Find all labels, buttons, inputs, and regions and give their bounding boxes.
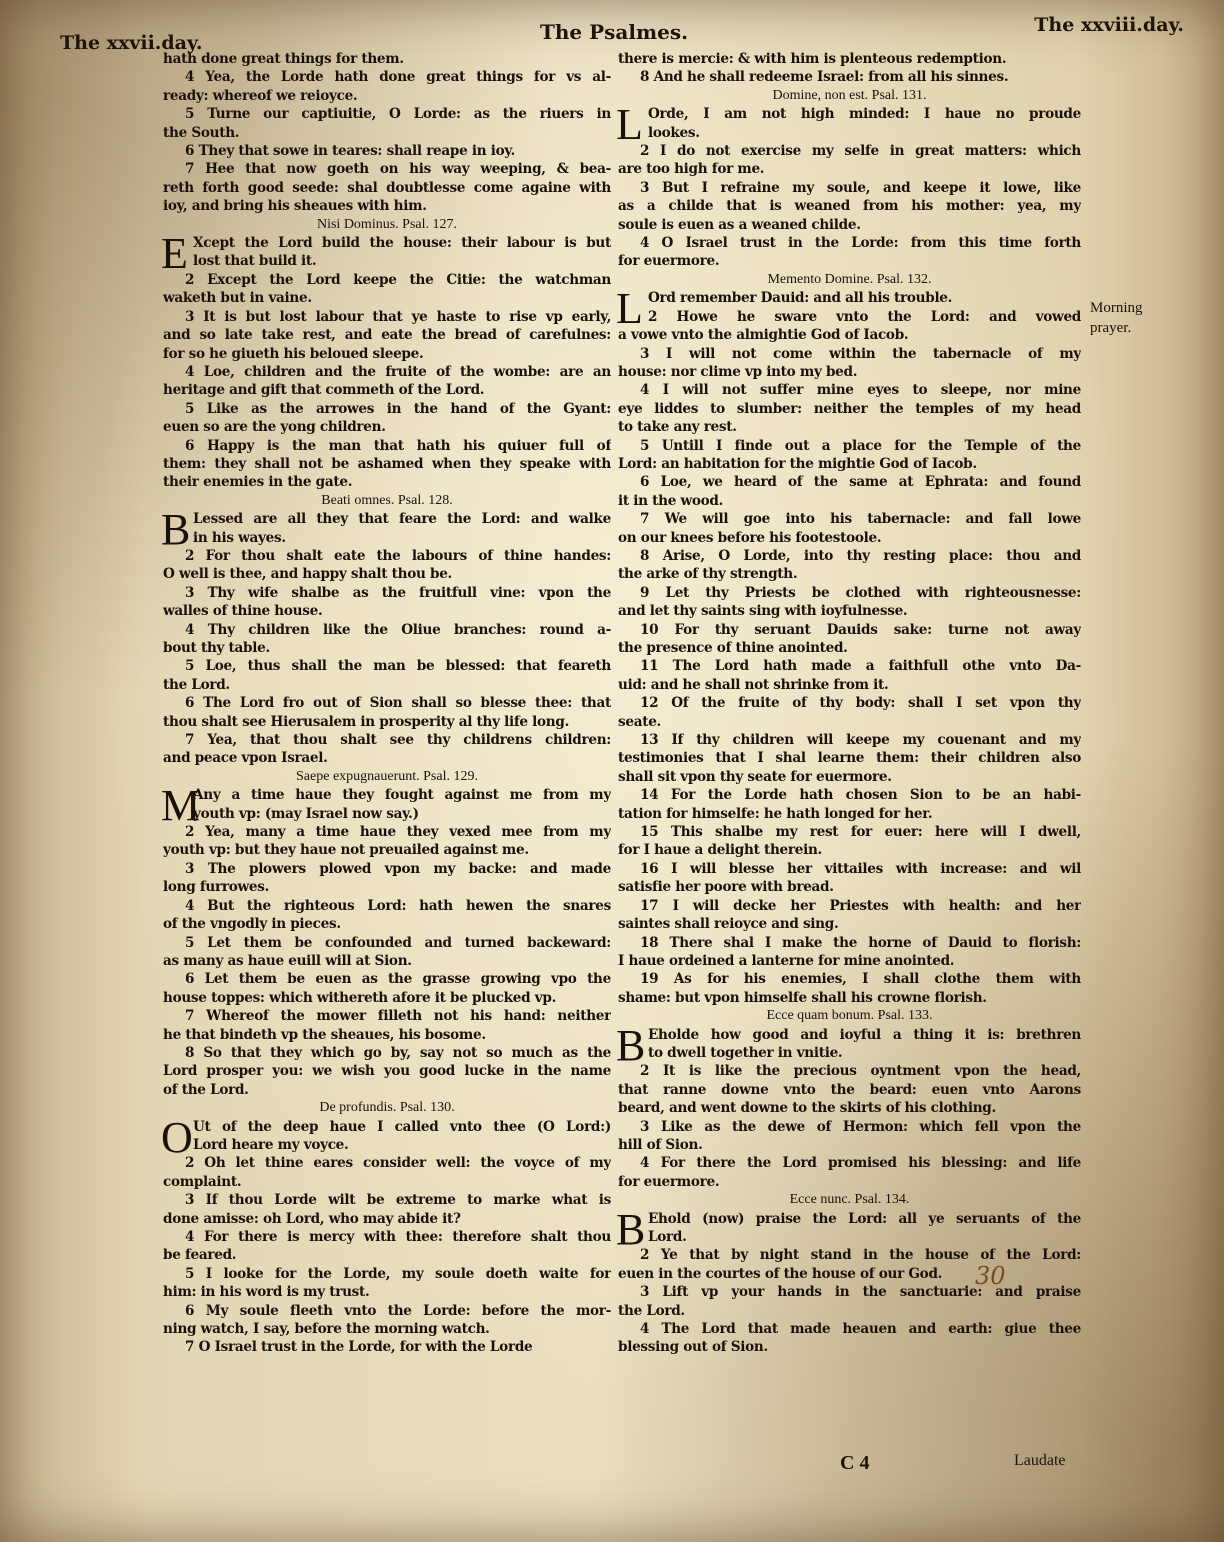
text-line: 2 For thou shalt eate the labours of thine handes: [185,547,611,564]
text-line: 5 Turne our captiuitie, O Lorde: as the riuers in [185,106,611,123]
psalm-title: Beati omnes. Psal. 128. [321,492,453,508]
text-line: on our knees before his footestoole. [618,529,882,546]
text-line: 7 We will goe into his tabernacle: and fall lowe [640,511,1081,528]
text-line: 4 O Israel trust in the Lorde: from this time forth [640,235,1081,252]
text-line: blessing out of Sion. [618,1339,768,1356]
margin-note [1090,298,1143,338]
text-line: in his wayes. [193,529,286,546]
text-line: hill of Sion. [618,1136,703,1153]
text-line: ready: whereof we reioyce. [163,87,358,104]
text-line: 5 I looke for the Lorde, my soule doeth waite for [185,1265,611,1282]
text-line: 4 Thy children like the Oliue branches: round a- [185,621,611,638]
text-line: the arke of thy strength. [618,566,798,583]
psalm-title: Ecce nunc. Psal. 134. [789,1192,910,1208]
drop-capital: M [161,781,200,831]
text-line: 8 Arise, O Lorde, into thy resting place: thou and [640,547,1081,564]
text-line: there is mercie: & with him is plenteous redemption. [618,51,1007,67]
text-line: 4 For there is mercy with thee: therefore shalt thou [185,1229,611,1245]
text-line: testimonies that I shal learne them: their children also [618,750,1081,767]
text-line: 5 Let them be confounded and turned backeward: [185,934,611,951]
text-line: 7 Yea, that thou shalt see thy childrens children: [185,732,611,749]
text-line: as many as haue euill will at Sion. [163,952,412,969]
signature-mark: C 4 [840,1452,870,1474]
text-line: 2 Oh let thine eares consider well: the voyce of my [185,1155,611,1172]
text-line: complaint. [163,1173,242,1190]
text-line: Lord: an habitation for the mightie God of Iacob. [618,455,977,472]
text-line: 2 It is like the precious oyntment vpon the head, [640,1063,1081,1080]
text-line: saintes shall reioyce and sing. [618,916,839,933]
text-line: 7 Whereof the mower filleth not his hand: neither [185,1008,611,1025]
psalm-section [618,50,1081,87]
text-line: be feared. [163,1247,237,1264]
text-line: 2 Ye that by night stand in the house of the Lord: [640,1247,1081,1264]
psalm-section [163,216,611,492]
drop-capital: B [161,505,191,555]
text-line: 2 I do not exercise my selfe in great matters: which [640,143,1081,160]
text-line: bout thy table. [163,640,270,656]
drop-capital: O [161,1112,193,1162]
text-line: 15 This shalbe my rest for euer: here will I dwell, [640,824,1081,841]
psalm-title: Saepe expugnauerunt. Psal. 129. [296,768,478,784]
drop-capital: L [616,100,643,150]
text-line: are too high for me. [618,161,765,178]
header-title: The Psalmes. [540,20,689,44]
text-line: shall sit vpon thy seate for euermore. [618,768,892,785]
text-line: Ut of the deep haue I called vnto thee (O Lord:) [193,1118,611,1135]
text-line: 6 Let them be euen as the grasse growing vpo the [185,971,611,988]
text-line: youth vp: (may Israel now say.) [193,805,419,822]
text-line: 5 Loe, thus shall the man be blessed: that feareth [185,658,611,675]
text-line: 6 Happy is the man that hath his quiuer full of [185,437,611,454]
text-line: Lord prosper you: we wish you good lucke in the name [163,1063,611,1080]
text-line: 8 And he shall redeeme Israel: from all his sinnes. [640,69,1009,86]
text-line: 3 Thy wife shalbe as the fruitfull vine: vpon the [185,584,611,601]
psalm-section [163,768,611,1099]
text-line: the South. [163,124,240,141]
text-line: 7 O Israel trust in the Lorde, for with the Lorde [185,1339,533,1356]
text-line: the Lord. [618,1302,685,1319]
psalm-title: Nisi Dominus. Psal. 127. [316,216,457,232]
text-line: of the vngodly in pieces. [163,916,341,933]
text-line: lookes. [648,124,700,141]
text-line: 3 I will not come within the tabernacle of my [640,345,1081,362]
text-line: as a childe that is weaned from his mother: yea, my [618,198,1081,215]
text-line: Any a time haue they fought against me from my [193,787,611,804]
text-line: to dwell together in vnitie. [648,1044,843,1061]
drop-capital: B [616,1020,646,1070]
text-line: satisfie her poore with bread. [618,879,834,896]
text-line: 13 If thy children will keepe my couenant and my [640,732,1081,749]
text-line: 4 For there the Lord promised his blessing: and life [640,1155,1081,1172]
text-line: 3 Lift vp your hands in the sanctuarie: and praise [640,1284,1081,1301]
text-line: 3 Like as the dewe of Hermon: which fell vpon the [640,1118,1081,1135]
text-line: long furrowes. [163,879,270,896]
text-line: 8 So that they which go by, say not so much as the [185,1044,611,1061]
text-line: 4 Yea, the Lorde hath done great things for vs al- [185,69,611,86]
right-text-column [618,50,1081,1357]
text-line: waketh but in vaine. [163,290,312,307]
text-line: he that bindeth vp the sheaues, his bosome. [163,1026,486,1043]
psalm-section [618,87,1081,271]
text-line: eye liddes to slumber: neither the temples of my head [618,400,1081,417]
text-line: 9 Let thy Priests be clothed with righteousnesse: [640,584,1081,601]
margin-note-line: Morning [1090,300,1143,316]
text-line: 7 Hee that now goeth on his way weeping, & bea- [185,161,611,178]
text-line: and peace vpon Israel. [163,750,328,767]
text-line: lost that build it. [193,253,317,270]
text-line: done amisse: oh Lord, who may abide it? [163,1210,461,1227]
left-text-column [163,50,611,1357]
text-line: seate. [618,713,661,730]
text-line: 12 Of the fruite of thy body: shall I set vpon thy [640,695,1081,712]
text-line: 3 The plowers plowed vpon my backe: and made [185,860,611,877]
psalm-title: Ecce quam bonum. Psal. 133. [766,1008,933,1024]
text-line: 4 I will not suffer mine eyes to sleepe, nor mine [640,382,1081,399]
text-line: 11 The Lord hath made a faithfull othe vnto Da- [640,658,1081,675]
text-line: 6 The Lord fro out of Sion shall so blesse thee: that [185,695,611,712]
text-line: tation for himselfe: he hath longed for her. [618,805,933,822]
text-line: 2 Yea, many a time haue they vexed mee from my [185,824,611,841]
text-line: it in the wood. [618,492,724,509]
text-line: Ehold (now) praise the Lord: all ye seruants of the [648,1210,1081,1227]
text-line: for I haue a delight therein. [618,842,822,859]
text-line: 14 For the Lorde hath chosen Sion to be an habi- [640,787,1081,804]
text-line: I haue ordeined a lanterne for mine anointed. [618,952,955,969]
text-line: for euermore. [618,1173,720,1190]
text-line: their enemies in the gate. [163,474,353,491]
text-line: Ord remember Dauid: and all his trouble. [648,290,953,307]
text-line: shame: but vpon himselfe shall his crowne florish. [618,989,987,1006]
text-line: house: nor clime vp into my bed. [618,363,858,380]
text-line: O well is thee, and happy shalt thou be. [163,566,452,583]
text-line: reth forth good seede: shal doubtlesse come againe with [163,179,611,196]
psalm-section [163,50,611,216]
psalm-section [618,1007,1081,1191]
text-line: heritage and gift that commeth of the Lord. [163,382,485,399]
text-line: 2 Except the Lord keepe the Citie: the watchman [185,271,611,288]
text-line: beard, and went downe to the skirts of his clothing. [618,1100,996,1117]
text-line: them: they shall not be ashamed when they speake with [163,455,611,472]
catchword: Laudate [1014,1452,1066,1469]
text-line: 6 Loe, we heard of the same at Ephrata: and found [640,474,1081,491]
text-line: 6 My soule fleeth vnto the Lorde: before the mor- [185,1302,611,1319]
text-line: a vowe vnto the almightie God of Iacob. [618,327,909,344]
text-line: for euermore. [618,253,720,270]
psalm-section [618,271,1081,1007]
drop-capital: B [616,1204,646,1254]
text-line: 5 Like as the arrowes in the hand of the Gyant: [185,400,611,417]
text-line: and so late take rest, and eate the bread of carefulnes: [163,327,611,344]
text-line: house toppes: which withereth afore it be plucked vp. [163,989,557,1006]
text-line: 5 Untill I finde out a place for the Temple of the [640,437,1081,454]
text-line: 3 But I refraine my soule, and keepe it lowe, like [640,179,1081,196]
text-line: and let thy saints sing with ioyfulnesse. [618,603,908,620]
text-line: to take any rest. [618,419,737,436]
text-line: him: in his word is my trust. [163,1284,370,1301]
running-header [60,10,1184,54]
psalm-title: Memento Domine. Psal. 132. [767,271,932,287]
text-line: 4 Loe, children and the fruite of the wombe: are an [185,363,611,380]
text-line: that ranne downe vnto the beard: euen vnto Aarons [618,1081,1081,1098]
text-line: 17 I will decke her Priestes with health: and her [640,897,1081,914]
text-line: 4 The Lord that made heauen and earth: giue thee [640,1321,1081,1338]
text-line: uid: and he shall not shrinke from it. [618,676,889,693]
text-line: 16 I will blesse her vittailes with increase: and wil [640,860,1081,877]
text-line: Lord. [648,1229,687,1245]
text-line: Eholde how good and ioyful a thing it is: brethren [648,1026,1081,1043]
text-line: for so he giueth his beloued sleepe. [163,345,424,362]
header-right-day: The xxviii.day. [1034,14,1184,36]
text-line: 3 It is but lost labour that ye haste to rise vp early, [185,308,611,325]
text-line: the presence of thine anointed. [618,640,848,656]
psalm-section [163,492,611,768]
text-line: Xcept the Lord build the house: their labour is but [193,235,611,252]
text-line: thou shalt see Hierusalem in prosperity al thy life long. [163,713,570,730]
text-line: 3 If thou Lorde wilt be extreme to marke what is [185,1192,611,1209]
text-line: hath done great things for them. [163,51,404,67]
psalm-title: Domine, non est. Psal. 131. [772,87,927,103]
text-line: 2 Howe he sware vnto the Lord: and vowed [648,308,1081,325]
text-line: ning watch, I say, before the morning watch. [163,1321,490,1338]
psalm-section [163,1099,611,1357]
text-line: of the Lord. [163,1081,249,1098]
text-line: Orde, I am not high minded: I haue no proude [648,106,1081,123]
text-line: 18 There shal I make the horne of Dauid to florish: [640,934,1081,951]
psalm-section [618,1191,1081,1357]
text-line: 19 As for his enemies, I shall clothe them with [640,971,1081,988]
text-line: euen in the courtes of the house of our God. [618,1265,943,1282]
text-line: the Lord. [163,676,230,693]
text-line: 4 But the righteous Lord: hath hewen the snares [185,897,611,914]
text-line: soule is euen as a weaned childe. [618,216,861,233]
text-line: youth vp: but they haue not preuailed against me. [163,842,529,859]
drop-capital: L [616,284,643,334]
text-line: euen so are the yong children. [163,419,386,436]
text-line: ioy, and bring his sheaues with him. [163,198,427,215]
text-line: walles of thine house. [163,603,323,620]
text-line: Lord heare my voyce. [193,1136,349,1153]
psalm-title: De profundis. Psal. 130. [319,1100,455,1116]
header-left-day: The xxvii.day. [60,32,203,54]
text-line: Lessed are all they that feare the Lord: and walke [193,511,611,528]
drop-capital: E [161,229,188,279]
handwritten-number: 30 [975,1262,1006,1290]
margin-note-line: prayer. [1090,320,1132,336]
text-line: 10 For thy seruant Dauids sake: turne not away [640,621,1081,638]
text-line: 6 They that sowe in teares: shall reape in ioy. [185,143,515,160]
